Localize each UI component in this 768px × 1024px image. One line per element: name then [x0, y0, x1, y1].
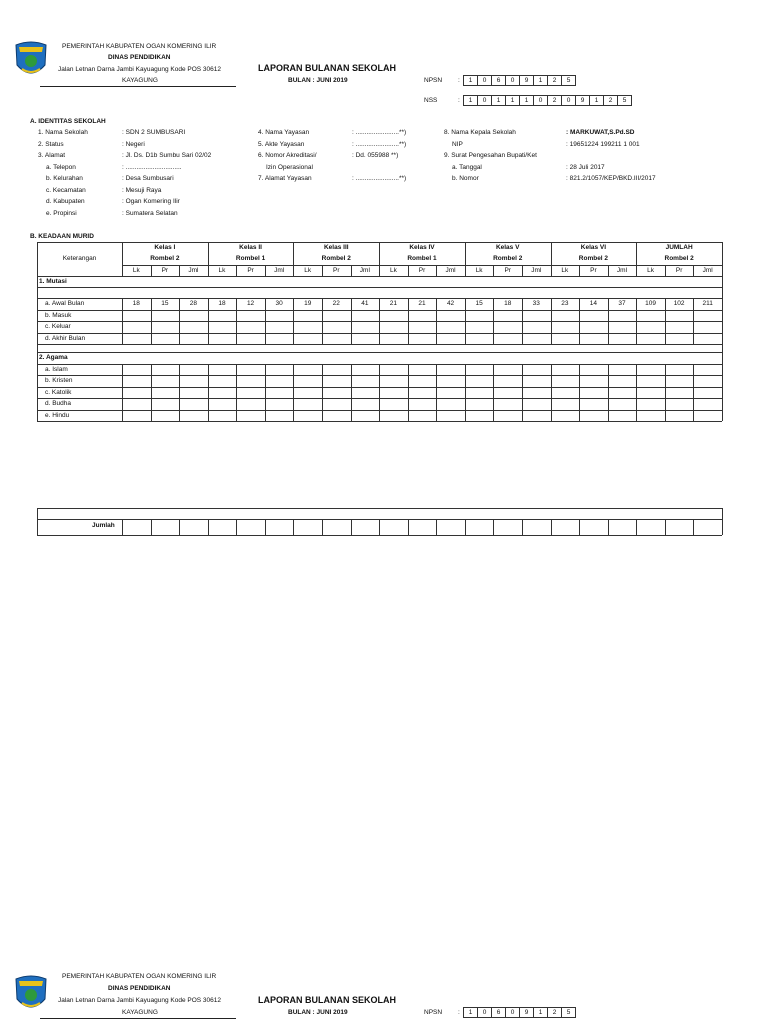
table-line — [265, 364, 266, 422]
class-rombel-header: Rombel 2 — [150, 255, 180, 262]
header-underline — [40, 86, 236, 87]
table-line — [693, 364, 694, 422]
identity-label: d. Kabupaten — [46, 198, 85, 205]
awal-bulan-value: 21 — [389, 300, 398, 307]
awal-bulan-value: 28 — [189, 300, 198, 307]
identity-value: : Ogan Komering Ilir — [122, 198, 180, 205]
table-line — [122, 265, 722, 266]
table-line — [37, 344, 722, 345]
table-line — [665, 364, 666, 422]
gender-subheader: Jml — [274, 266, 285, 274]
identity-value: : SDN 2 SUMBUSARI — [122, 129, 186, 136]
identity-label: c. Kecamatan — [46, 186, 86, 194]
table-line — [151, 364, 152, 422]
class-rombel-header: Rombel 1 — [235, 255, 266, 262]
awal-bulan-value: 15 — [475, 300, 483, 307]
digit-box: 1 — [491, 95, 506, 106]
digit-box: 0 — [477, 95, 492, 106]
table-line — [37, 421, 722, 422]
awal-bulan-value: 22 — [332, 300, 340, 307]
npsn-digit-boxes — [464, 75, 576, 86]
footer-npsn-colon: : — [458, 1009, 460, 1016]
gender-subheader: Pr — [333, 266, 340, 274]
agama-row-label: a. Islam — [45, 365, 68, 373]
digit-box: 9 — [519, 1007, 534, 1018]
table-line — [551, 519, 552, 535]
identity-value: : Desa Sumbusari — [122, 175, 174, 182]
awal-bulan-value: 19 — [304, 300, 312, 307]
table-line — [322, 364, 323, 422]
identity-label: 9. Surat Pengesahan Bupati/Ket — [444, 152, 537, 159]
table-line — [379, 364, 380, 422]
table-line — [37, 535, 722, 536]
gender-subheader: Jml — [616, 266, 628, 274]
mutasi-row-label: d. Akhir Bulan — [45, 334, 86, 342]
gender-subheader: Jml — [702, 266, 713, 274]
footer-line1: PEMERINTAH KABUPATEN OGAN KOMERING ILIR — [62, 973, 217, 980]
digit-box: 1 — [533, 1007, 548, 1018]
table-line — [351, 364, 352, 422]
digit-box: 2 — [547, 95, 562, 106]
awal-bulan-value: 30 — [275, 300, 283, 307]
digit-box: 2 — [603, 95, 618, 106]
identity-value: : 821.2/1057/KEP/BKD.III/2017 — [566, 175, 656, 182]
class-rombel-header: Rombel 2 — [664, 255, 694, 262]
table-line — [579, 364, 580, 422]
class-name-header: Kelas VI — [580, 244, 607, 251]
regency-emblem-icon-footer — [14, 975, 48, 1015]
identity-value: : Jl. Ds. D1b Sumbu Sari 02/02 — [122, 152, 212, 159]
report-title: LAPORAN BULANAN SEKOLAH — [258, 63, 396, 73]
table-line — [37, 352, 722, 353]
digit-box: 1 — [463, 1007, 478, 1018]
gender-subheader: Lk — [304, 266, 312, 274]
agama-row-label: e. Hindu — [45, 411, 70, 419]
digit-box: 9 — [519, 75, 534, 86]
table-line — [208, 364, 209, 422]
regency-emblem-icon — [14, 41, 48, 81]
awal-bulan-value: 18 — [504, 300, 512, 307]
footer-report-month: BULAN : JUNI 2019 — [288, 1009, 348, 1016]
footer-npsn-label: NPSN — [424, 1009, 443, 1016]
gender-subheader: Lk — [389, 266, 397, 274]
identity-label: 3. Alamat — [38, 152, 66, 159]
gender-subheader: Lk — [475, 266, 483, 274]
table-line — [665, 519, 666, 535]
gender-subheader: Pr — [675, 266, 683, 274]
identity-value: : ........................**) — [352, 129, 407, 136]
npsn-colon: : — [458, 77, 460, 84]
nss-label: NSS — [424, 97, 438, 104]
digit-box: 9 — [575, 95, 590, 106]
identity-label: Izin Operasional — [266, 163, 313, 171]
class-name-header: Kelas V — [495, 244, 520, 251]
identity-label: 1. Nama Sekolah — [38, 129, 88, 136]
identity-value: : Mesuji Raya — [122, 186, 162, 194]
table-line — [436, 364, 437, 422]
awal-bulan-value: 15 — [161, 300, 169, 307]
npsn-label: NPSN — [424, 77, 443, 84]
table-line — [608, 364, 609, 422]
digit-box: 2 — [547, 75, 562, 86]
nss-digit-boxes — [464, 95, 632, 106]
mutasi-row-label: c. Keluar — [45, 323, 71, 330]
table-line — [351, 519, 352, 535]
agama-row-label: b. Kristen — [45, 377, 73, 385]
digit-box: 6 — [491, 1007, 506, 1018]
agama-row-label: d. Budha — [45, 400, 72, 408]
awal-bulan-value: 102 — [673, 300, 685, 307]
awal-bulan-value: 23 — [561, 300, 569, 307]
gender-subheader: Jml — [445, 266, 456, 274]
class-rombel-header: Rombel 2 — [321, 255, 351, 262]
identity-value: : ............................... — [122, 163, 182, 171]
table-line — [37, 287, 722, 288]
table-line — [265, 519, 266, 535]
table-line — [608, 519, 609, 535]
jumlah-label: Jumlah — [92, 522, 115, 529]
identity-value: : Dd. 055988 **) — [352, 152, 399, 159]
table-line — [208, 519, 209, 535]
identity-value: : Negeri — [122, 140, 145, 148]
mutasi-title: 1. Mutasi — [39, 277, 67, 285]
table-line — [37, 508, 38, 535]
table-line — [236, 364, 237, 422]
table-line — [522, 364, 523, 422]
gender-subheader: Pr — [504, 266, 511, 274]
identity-value: : ........................**) — [352, 140, 407, 148]
identity-label: 8. Nama Kepala Sekolah — [444, 129, 516, 136]
digit-box: 0 — [477, 1007, 492, 1018]
gender-subheader: Jml — [531, 266, 542, 274]
identity-label: a. Telepon — [46, 163, 76, 171]
section-a-title: A. IDENTITAS SEKOLAH — [30, 118, 106, 125]
table-line — [636, 519, 637, 535]
digit-box: 0 — [561, 95, 576, 106]
class-rombel-header: Rombel 1 — [407, 255, 437, 262]
class-name-header: Kelas I — [154, 244, 176, 251]
awal-bulan-value: 21 — [418, 300, 426, 307]
table-line — [436, 519, 437, 535]
table-line — [551, 364, 552, 422]
table-line — [522, 519, 523, 535]
table-line — [122, 519, 123, 535]
identity-label: a. Tanggal — [452, 163, 482, 171]
digit-box: 0 — [505, 1007, 520, 1018]
table-line — [465, 364, 466, 422]
header-line3: Jalan Letnan Darna Jambi Kayuagung Kode POS 30612 — [58, 66, 221, 73]
class-name-header: Kelas IV — [409, 244, 435, 251]
table-line — [322, 519, 323, 535]
gender-subheader: Lk — [647, 266, 654, 274]
identity-label: 5. Akte Yayasan — [258, 140, 305, 148]
mutasi-row-label: a. Awal Bulan — [45, 300, 85, 307]
digit-box: 5 — [561, 1007, 576, 1018]
gender-subheader: Jml — [359, 266, 370, 274]
digit-box: 1 — [519, 95, 534, 106]
footer-underline — [40, 1018, 236, 1019]
header-line1: PEMERINTAH KABUPATEN OGAN KOMERING ILIR — [62, 43, 217, 50]
footer-report-title: LAPORAN BULANAN SEKOLAH — [258, 995, 396, 1005]
digit-box: 1 — [589, 95, 604, 106]
gender-subheader: Pr — [418, 266, 426, 274]
gender-subheader: Lk — [218, 266, 226, 274]
header-line4: KAYAGUNG — [122, 77, 158, 84]
awal-bulan-value: 42 — [446, 300, 455, 307]
nss-colon: : — [458, 97, 460, 104]
table-line — [493, 519, 494, 535]
digit-box: 2 — [547, 1007, 562, 1018]
keterangan-header: Keterangan — [62, 255, 97, 262]
identity-value: : ........................**) — [352, 175, 407, 182]
digit-box: 5 — [561, 75, 576, 86]
digit-box: 0 — [533, 95, 548, 106]
digit-box: 0 — [505, 75, 520, 86]
awal-bulan-value: 18 — [218, 300, 226, 307]
table-line — [151, 519, 152, 535]
identity-label: 7. Alamat Yayasan — [258, 175, 312, 182]
awal-bulan-value: 14 — [589, 300, 598, 307]
awal-bulan-value: 211 — [702, 300, 713, 307]
identity-label: e. Propinsi — [46, 209, 77, 217]
digit-box: 1 — [463, 75, 478, 86]
table-line — [493, 364, 494, 422]
identity-value: : 19651224 199211 1 001 — [566, 140, 640, 148]
class-rombel-header: Rombel 2 — [578, 255, 609, 262]
table-line — [37, 508, 722, 509]
agama-row-label: c. Katolik — [45, 388, 72, 396]
gender-subheader: Pr — [247, 266, 254, 274]
digit-box: 6 — [491, 75, 506, 86]
table-line — [722, 242, 723, 421]
class-rombel-header: Rombel 2 — [493, 255, 523, 262]
digit-box: 0 — [477, 75, 492, 86]
table-line — [179, 364, 180, 422]
gender-subheader: Pr — [590, 266, 597, 274]
table-line — [579, 519, 580, 535]
table-line — [37, 276, 722, 277]
report-month: BULAN : JUNI 2019 — [288, 77, 348, 84]
digit-box: 1 — [505, 95, 520, 106]
gender-subheader: Jml — [188, 266, 199, 274]
table-line — [465, 519, 466, 535]
identity-label: 6. Nomor Akreditasi/ — [258, 152, 317, 159]
table-line — [236, 519, 237, 535]
footer-npsn-digit-boxes — [464, 1007, 576, 1018]
table-line — [636, 364, 637, 422]
header-line2: DINAS PENDIDIKAN — [108, 54, 171, 61]
table-line — [379, 519, 380, 535]
table-line — [722, 519, 723, 535]
footer-line4: KAYAGUNG — [122, 1009, 158, 1016]
section-b-title: B. KEADAAN MURID — [30, 233, 94, 240]
identity-value: : Sumatera Selatan — [122, 209, 178, 217]
table-line — [693, 519, 694, 535]
awal-bulan-value: 41 — [361, 300, 369, 307]
agama-title: 2. Agama — [39, 354, 68, 362]
table-line — [293, 364, 294, 422]
gender-subheader: Lk — [132, 266, 140, 274]
table-line — [293, 519, 294, 535]
digit-box: 1 — [463, 95, 478, 106]
identity-label: b. Kelurahan — [46, 175, 83, 182]
table-line — [408, 519, 409, 535]
awal-bulan-value: 37 — [618, 300, 626, 307]
identity-label: 2. Status — [38, 140, 64, 148]
mutasi-row-label: b. Masuk — [45, 311, 72, 319]
class-name-header: Kelas III — [323, 244, 349, 251]
digit-box: 5 — [617, 95, 632, 106]
awal-bulan-value: 12 — [246, 300, 255, 307]
footer-line3: Jalan Letnan Darna Jambi Kayuagung Kode POS 30612 — [58, 997, 221, 1004]
table-line — [122, 364, 123, 422]
identity-value: : MARKUWAT,S.Pd.SD — [566, 129, 635, 136]
awal-bulan-value: 18 — [132, 300, 140, 307]
identity-label: 4. Nama Yayasan — [258, 129, 310, 136]
digit-box: 1 — [533, 75, 548, 86]
class-name-header: Kelas II — [239, 244, 262, 251]
awal-bulan-value: 33 — [532, 300, 540, 307]
table-line — [408, 364, 409, 422]
identity-value: : 28 Juli 2017 — [566, 163, 605, 171]
footer-line2: DINAS PENDIDIKAN — [108, 985, 171, 992]
table-line — [179, 519, 180, 535]
gender-subheader: Pr — [161, 266, 169, 274]
awal-bulan-value: 109 — [645, 300, 656, 307]
gender-subheader: Lk — [561, 266, 569, 274]
identity-label: b. Nomor — [452, 175, 479, 182]
identity-label: NIP — [452, 140, 463, 148]
class-name-header: JUMLAH — [665, 244, 693, 251]
